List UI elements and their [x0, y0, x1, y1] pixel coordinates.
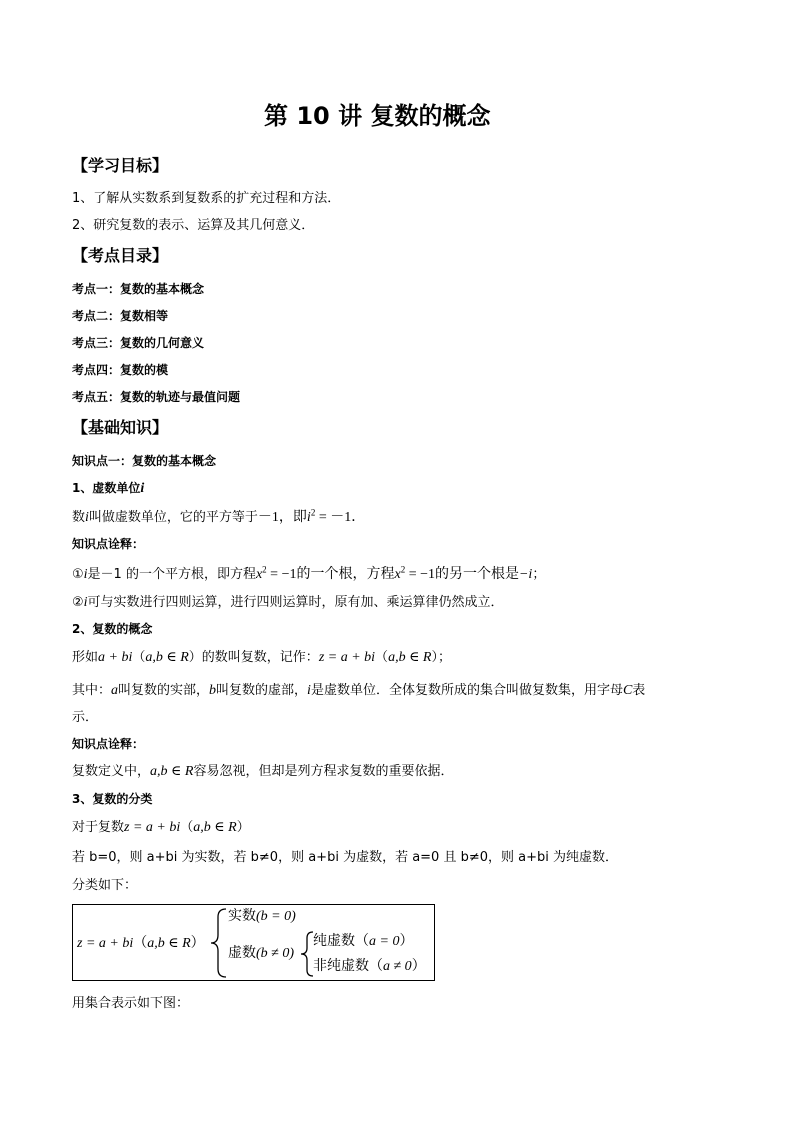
- page-title: 第 10 讲 复数的概念: [264, 102, 491, 130]
- paragraph: 形如a + bi（a,b ∈ R）的数叫复数，记作：z = a + bi（a,b ∈ R）；: [72, 650, 451, 665]
- note-heading: 知识点诠释：: [72, 537, 145, 551]
- exam-point-item: 考点一：复数的基本概念: [72, 282, 205, 296]
- paragraph: 分类如下：: [72, 878, 138, 893]
- exam-point-item: 考点四：复数的模: [72, 363, 169, 377]
- paragraph: 用集合表示如下图：: [72, 996, 190, 1011]
- subsection-heading: 3、复数的分类: [72, 792, 153, 806]
- paragraph: 示．: [72, 710, 99, 725]
- section-goals-heading: 【学习目标】: [72, 156, 169, 175]
- classification-non-pure-imaginary: 非纯虚数（a ≠ 0）: [313, 958, 426, 974]
- classification-box: [72, 904, 435, 981]
- subsection-heading: 2、复数的概念: [72, 622, 153, 636]
- paragraph: ②i可与实数进行四则运算，进行四则运算时，原有加、乘运算律仍然成立．: [72, 595, 504, 610]
- left-brace-icon: [208, 907, 230, 979]
- classification-root: z = a + bi（a,b ∈ R）: [77, 935, 205, 951]
- classification-pure-imaginary: 纯虚数（a = 0）: [313, 933, 414, 949]
- classification-real: 实数(b = 0): [228, 908, 296, 924]
- paragraph: 对于复数z = a + bi（a,b ∈ R）: [72, 820, 250, 835]
- note-heading: 知识点诠释：: [72, 737, 145, 751]
- knowledge-point-heading: 知识点一：复数的基本概念: [72, 454, 217, 468]
- exam-point-item: 考点五：复数的轨迹与最值问题: [72, 390, 241, 404]
- subsection-heading: 1、虚数单位i: [72, 481, 145, 496]
- goal-item: 2、研究复数的表示、运算及其几何意义．: [72, 218, 315, 233]
- paragraph: ①i是－1 的一个平方根，即方程$x^2 = -1$的一个根，方程$x^2 = -1$的另一个根是−i；: [72, 564, 546, 582]
- paragraph: 若 b=0，则 a+bi 为实数，若 b≠0，则 a+bi 为虚数，若 a=0 且 b≠0，则 a+bi 为纯虚数．: [72, 850, 619, 865]
- goal-item: 1、了解从实数系到复数系的扩充过程和方法．: [72, 191, 341, 206]
- paragraph: 复数定义中，a,b ∈ R容易忽视，但却是列方程求复数的重要依据．: [72, 764, 454, 779]
- paragraph: 数i叫做虚数单位，它的平方等于－1，即$i^2 = -1$．: [72, 507, 366, 525]
- classification-imaginary: 虚数(b ≠ 0): [228, 945, 295, 961]
- exam-point-item: 考点三：复数的几何意义: [72, 336, 205, 350]
- paragraph: 其中：a叫复数的实部，b叫复数的虚部，i是虚数单位．全体复数所成的集合叫做复数集，用字母C表: [72, 683, 646, 698]
- section-basics-heading: 【基础知识】: [72, 418, 169, 437]
- exam-point-item: 考点二：复数相等: [72, 309, 169, 323]
- section-contents-heading: 【考点目录】: [72, 246, 169, 265]
